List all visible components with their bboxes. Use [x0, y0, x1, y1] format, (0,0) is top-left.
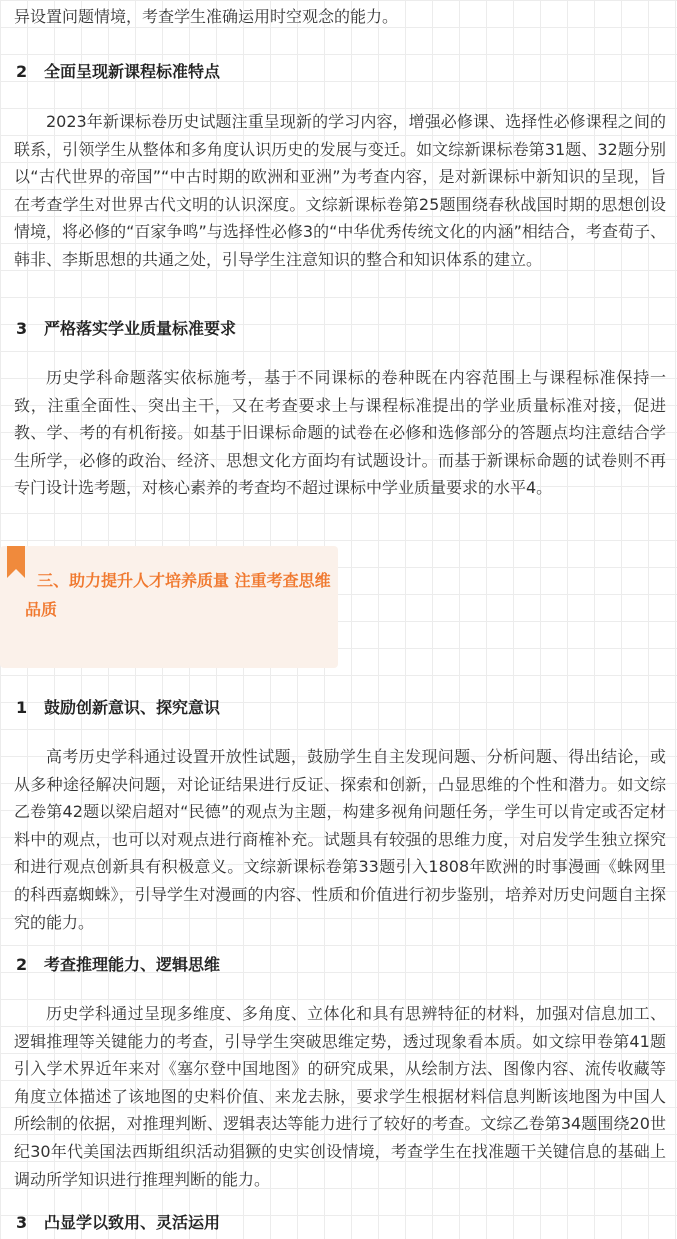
subsection-title: 凸显学以致用、灵活运用	[44, 1213, 221, 1232]
subsection-paragraph: 高考历史学科通过设置开放性试题，鼓励学生自主发现问题、分析问题、得出结论，或从多种途径解决问题，对论证结果进行反证、探索和创新，凸显思维的个性和潜力。如文综乙卷第42题以梁启超对“民德”的观点为主题，构建多视角问题任务，学生可以肯定或否定材料中的观点，也可以对观点进行商榷补充。试题具有较强的思维力度，对启发学生独立探究和进行观点创新具有积极意义。文综新课标卷第33题引入1808年欧洲的时事漫画《蛛网里的科西嘉蜘蛛》，引导学生对漫画的内容、性质和价值进行初步鉴别，培养对历史问题自主探究的能力。	[14, 747, 666, 932]
subsection-number: 2	[16, 955, 28, 974]
section-number: 3	[16, 319, 28, 338]
subsection-heading	[16, 697, 220, 719]
subsection-heading	[16, 1212, 220, 1234]
chapter-title: 三、助力提升人才培养质量 注重考查思维品质	[25, 571, 331, 619]
intro-line: 异设置问题情境，考查学生准确运用时空观念的能力。	[14, 7, 399, 26]
section-heading	[16, 61, 220, 83]
section-paragraph: 2023年新课标卷历史试题注重呈现新的学习内容，增强必修课、选择性必修课程之间的联系，引领学生从整体和多角度认识历史的发展与变迁。如文综新课标卷第31题、32题分别以“古代世界的帝国”“中古时期的欧洲和亚洲”为考查内容，是对新课标中新知识的呈现，旨在考查学生对世界古代文明的认识深度。文综新课标卷第25题围绕春秋战国时期的思想创设情境，将必修的“百家争鸣”与选择性必修3的“中华优秀传统文化的内涵”相结合，考查荀子、韩非、李斯思想的共通之处，引导学生注意知识的整合和知识体系的建立。	[14, 112, 666, 269]
section-title: 严格落实学业质量标准要求	[44, 319, 237, 338]
subsection-paragraph: 历史学科通过呈现多维度、多角度、立体化和具有思辨特征的材料，加强对信息加工、逻辑推理等关键能力的考查，引导学生突破思维定势，透过现象看本质。如文综甲卷第41题引入学术界近年来对《塞尔登中国地图》的研究成果，从绘制方法、图像内容、流传收藏等角度立体描述了该地图的史料价值、来龙去脉，要求学生根据材料信息判断该地图为中国人所绘制的依据，对推理判断、逻辑表达等能力进行了较好的考查。文综乙卷第34题围绕20世纪30年代美国法西斯组织活动猖獗的史实创设情境，考查学生在找准题干关键信息的基础上调动所学知识进行推理判断的能力。	[14, 1004, 666, 1189]
section-paragraph: 历史学科命题落实依标施考，基于不同课标的卷种既在内容范围上与课程标准保持一致，注重全面性、突出主干，又在考查要求上与课程标准提出的学业质量标准对接，促进教、学、考的有机衔接。如基于旧课标命题的试卷在必修和选修部分的答题点均注意结合学生所学，必修的政治、经济、思想文化方面均有试题设计。而基于新课标命题的试卷则不再专门设计选考题，对核心素养的考查均不超过课标中学业质量要求的水平4。	[14, 368, 666, 498]
subsection-number: 3	[16, 1213, 28, 1232]
section-number: 2	[16, 62, 28, 81]
subsection-heading	[16, 954, 220, 976]
subsection-number: 1	[16, 698, 28, 717]
subsection-title: 鼓励创新意识、探究意识	[44, 698, 221, 717]
section-heading	[16, 318, 236, 340]
subsection-title: 考查推理能力、逻辑思维	[44, 955, 221, 974]
section-title: 全面呈现新课程标准特点	[44, 62, 221, 81]
